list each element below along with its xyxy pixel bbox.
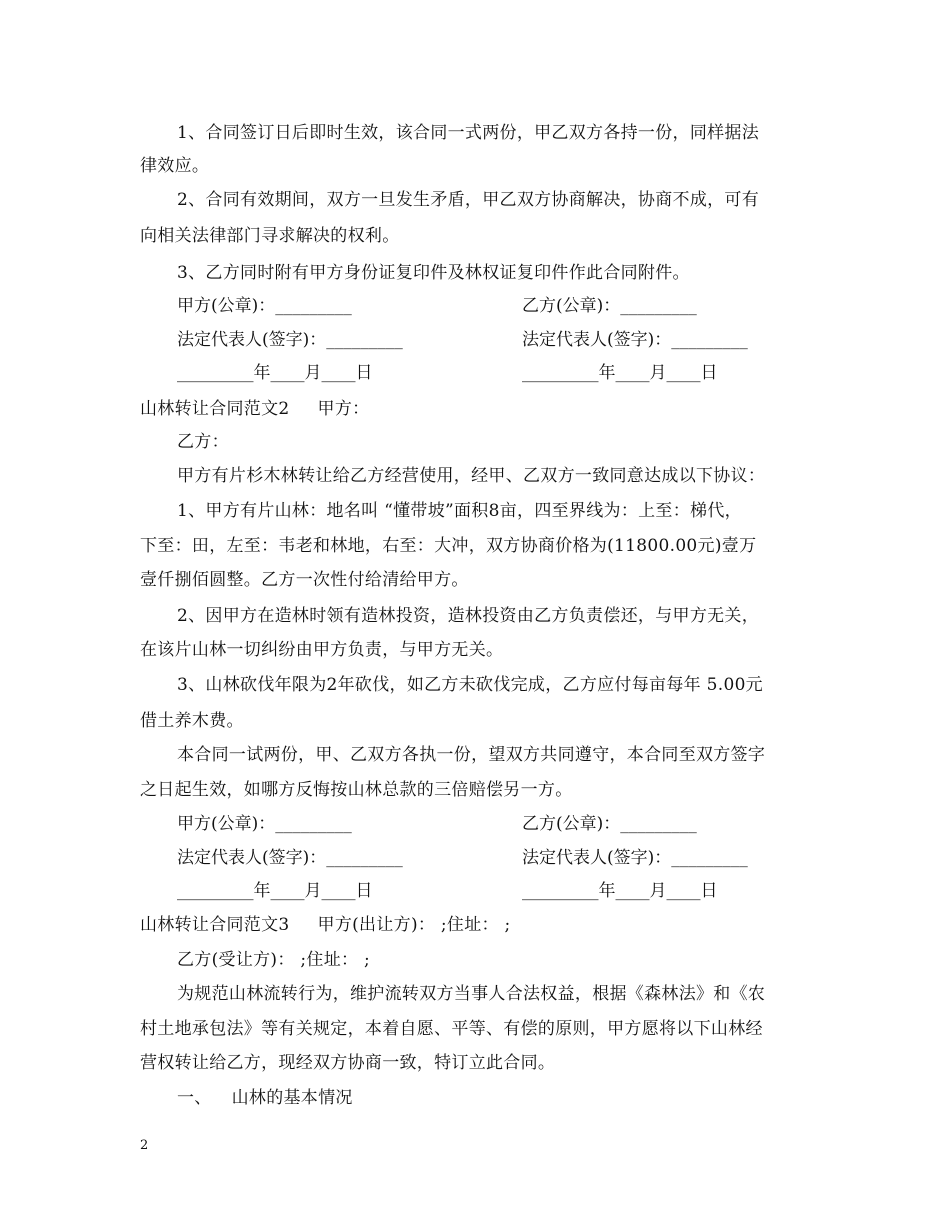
sample-2-party-b: 乙方： — [177, 432, 229, 452]
clause-2-line-2: 向相关法律部门寻求解决的权利。 — [140, 226, 400, 246]
sample-2-line-2: 1、甲方有片山林：地名叫 “懂带坡”面积8亩，四至界线为：上至：梯代， — [177, 501, 742, 521]
party-b-date-2: _________年____月____日 — [522, 881, 718, 901]
section-heading — [177, 1087, 810, 1109]
clause-3-line-1: 3、乙方同时附有甲方身份证复印件及林权证复印件作此合同附件。 — [177, 263, 690, 283]
sample-2-line-9: 本合同一试两份，甲、乙双方各执一份，望双方共同遵守，本合同至双方签字 — [177, 745, 766, 765]
party-a-date: _________年____月____日 — [177, 363, 373, 383]
sample-3-line-3: 营权转让给乙方，现经双方协商一致，特订立此合同。 — [140, 1053, 556, 1073]
party-b-seal-2: 乙方(公章)：_________ — [522, 814, 697, 834]
sample-2-line-1: 甲方有片杉木林转让给乙方经营使用，经甲、乙双方一致同意达成以下协议： — [177, 466, 766, 486]
sample-2-line-3: 下至：田，左至：韦老和林地，右至：大冲，双方协商价格为(11800.00元)壹万 — [140, 536, 757, 556]
sample-2-party-a: 甲方： — [317, 399, 370, 419]
sample-2-line-10: 之日起生效，如哪方反悔按山林总款的三倍赔偿另一方。 — [140, 780, 573, 800]
sample-3-line-2: 村土地承包法》等有关规定，本着自愿、平等、有偿的原则，甲方愿将以下山林经 — [140, 1019, 763, 1039]
clause-1-line-2: 律效应。 — [140, 156, 210, 176]
party-b-seal: 乙方(公章)：_________ — [522, 296, 697, 316]
clause-1-line-1: 1、合同签订日后即时生效，该合同一式两份，甲乙双方各持一份，同样据法 — [177, 123, 760, 143]
sample-2-line-7: 3、山林砍伐年限为2年砍伐，如乙方未砍伐完成，乙方应付每亩每年 5.00元 — [177, 675, 763, 695]
sample-2-line-4: 壹仟捌佰圆整。乙方一次性付给清给甲方。 — [140, 570, 469, 590]
sample-3-title: 山林转让合同范文3 — [140, 915, 290, 935]
party-b-representative-2: 法定代表人(签字)：_________ — [522, 848, 748, 868]
sample-2-line-8: 借土养木费。 — [140, 711, 244, 731]
sample-2-heading-line — [140, 398, 810, 420]
party-a-date-2: _________年____月____日 — [177, 881, 373, 901]
party-a-representative: 法定代表人(签字)：_________ — [177, 330, 403, 350]
section-heading-text: 山林的基本情况 — [231, 1088, 353, 1108]
party-a-seal-2: 甲方(公章)：_________ — [177, 814, 352, 834]
sample-3-party-a: 甲方(出让方)： ;住址： ; — [317, 915, 511, 935]
sample-2-line-6: 在该片山林一切纠纷由甲方负责，与甲方无关。 — [140, 640, 504, 660]
sample-3-heading-line — [140, 914, 810, 936]
party-b-representative: 法定代表人(签字)：_________ — [522, 330, 748, 350]
clause-2-line-1: 2、合同有效期间，双方一旦发生矛盾，甲乙双方协商解决，协商不成，可有 — [177, 190, 760, 210]
sample-3-line-1: 为规范山林流转行为，维护流转双方当事人合法权益，根据《森林法》和《农 — [177, 984, 766, 1004]
party-a-seal: 甲方(公章)：_________ — [177, 296, 352, 316]
party-a-representative-2: 法定代表人(签字)：_________ — [177, 848, 403, 868]
sample-2-title: 山林转让合同范文2 — [140, 399, 290, 419]
sample-2-line-5: 2、因甲方在造林时领有造林投资，造林投资由乙方负责偿还，与甲方无关， — [177, 606, 760, 626]
party-b-date: _________年____月____日 — [522, 363, 718, 383]
section-heading-number: 一、 — [177, 1088, 212, 1108]
page-number: 2 — [140, 1138, 149, 1153]
sample-3-party-b: 乙方(受让方)： ;住址： ; — [177, 950, 371, 970]
